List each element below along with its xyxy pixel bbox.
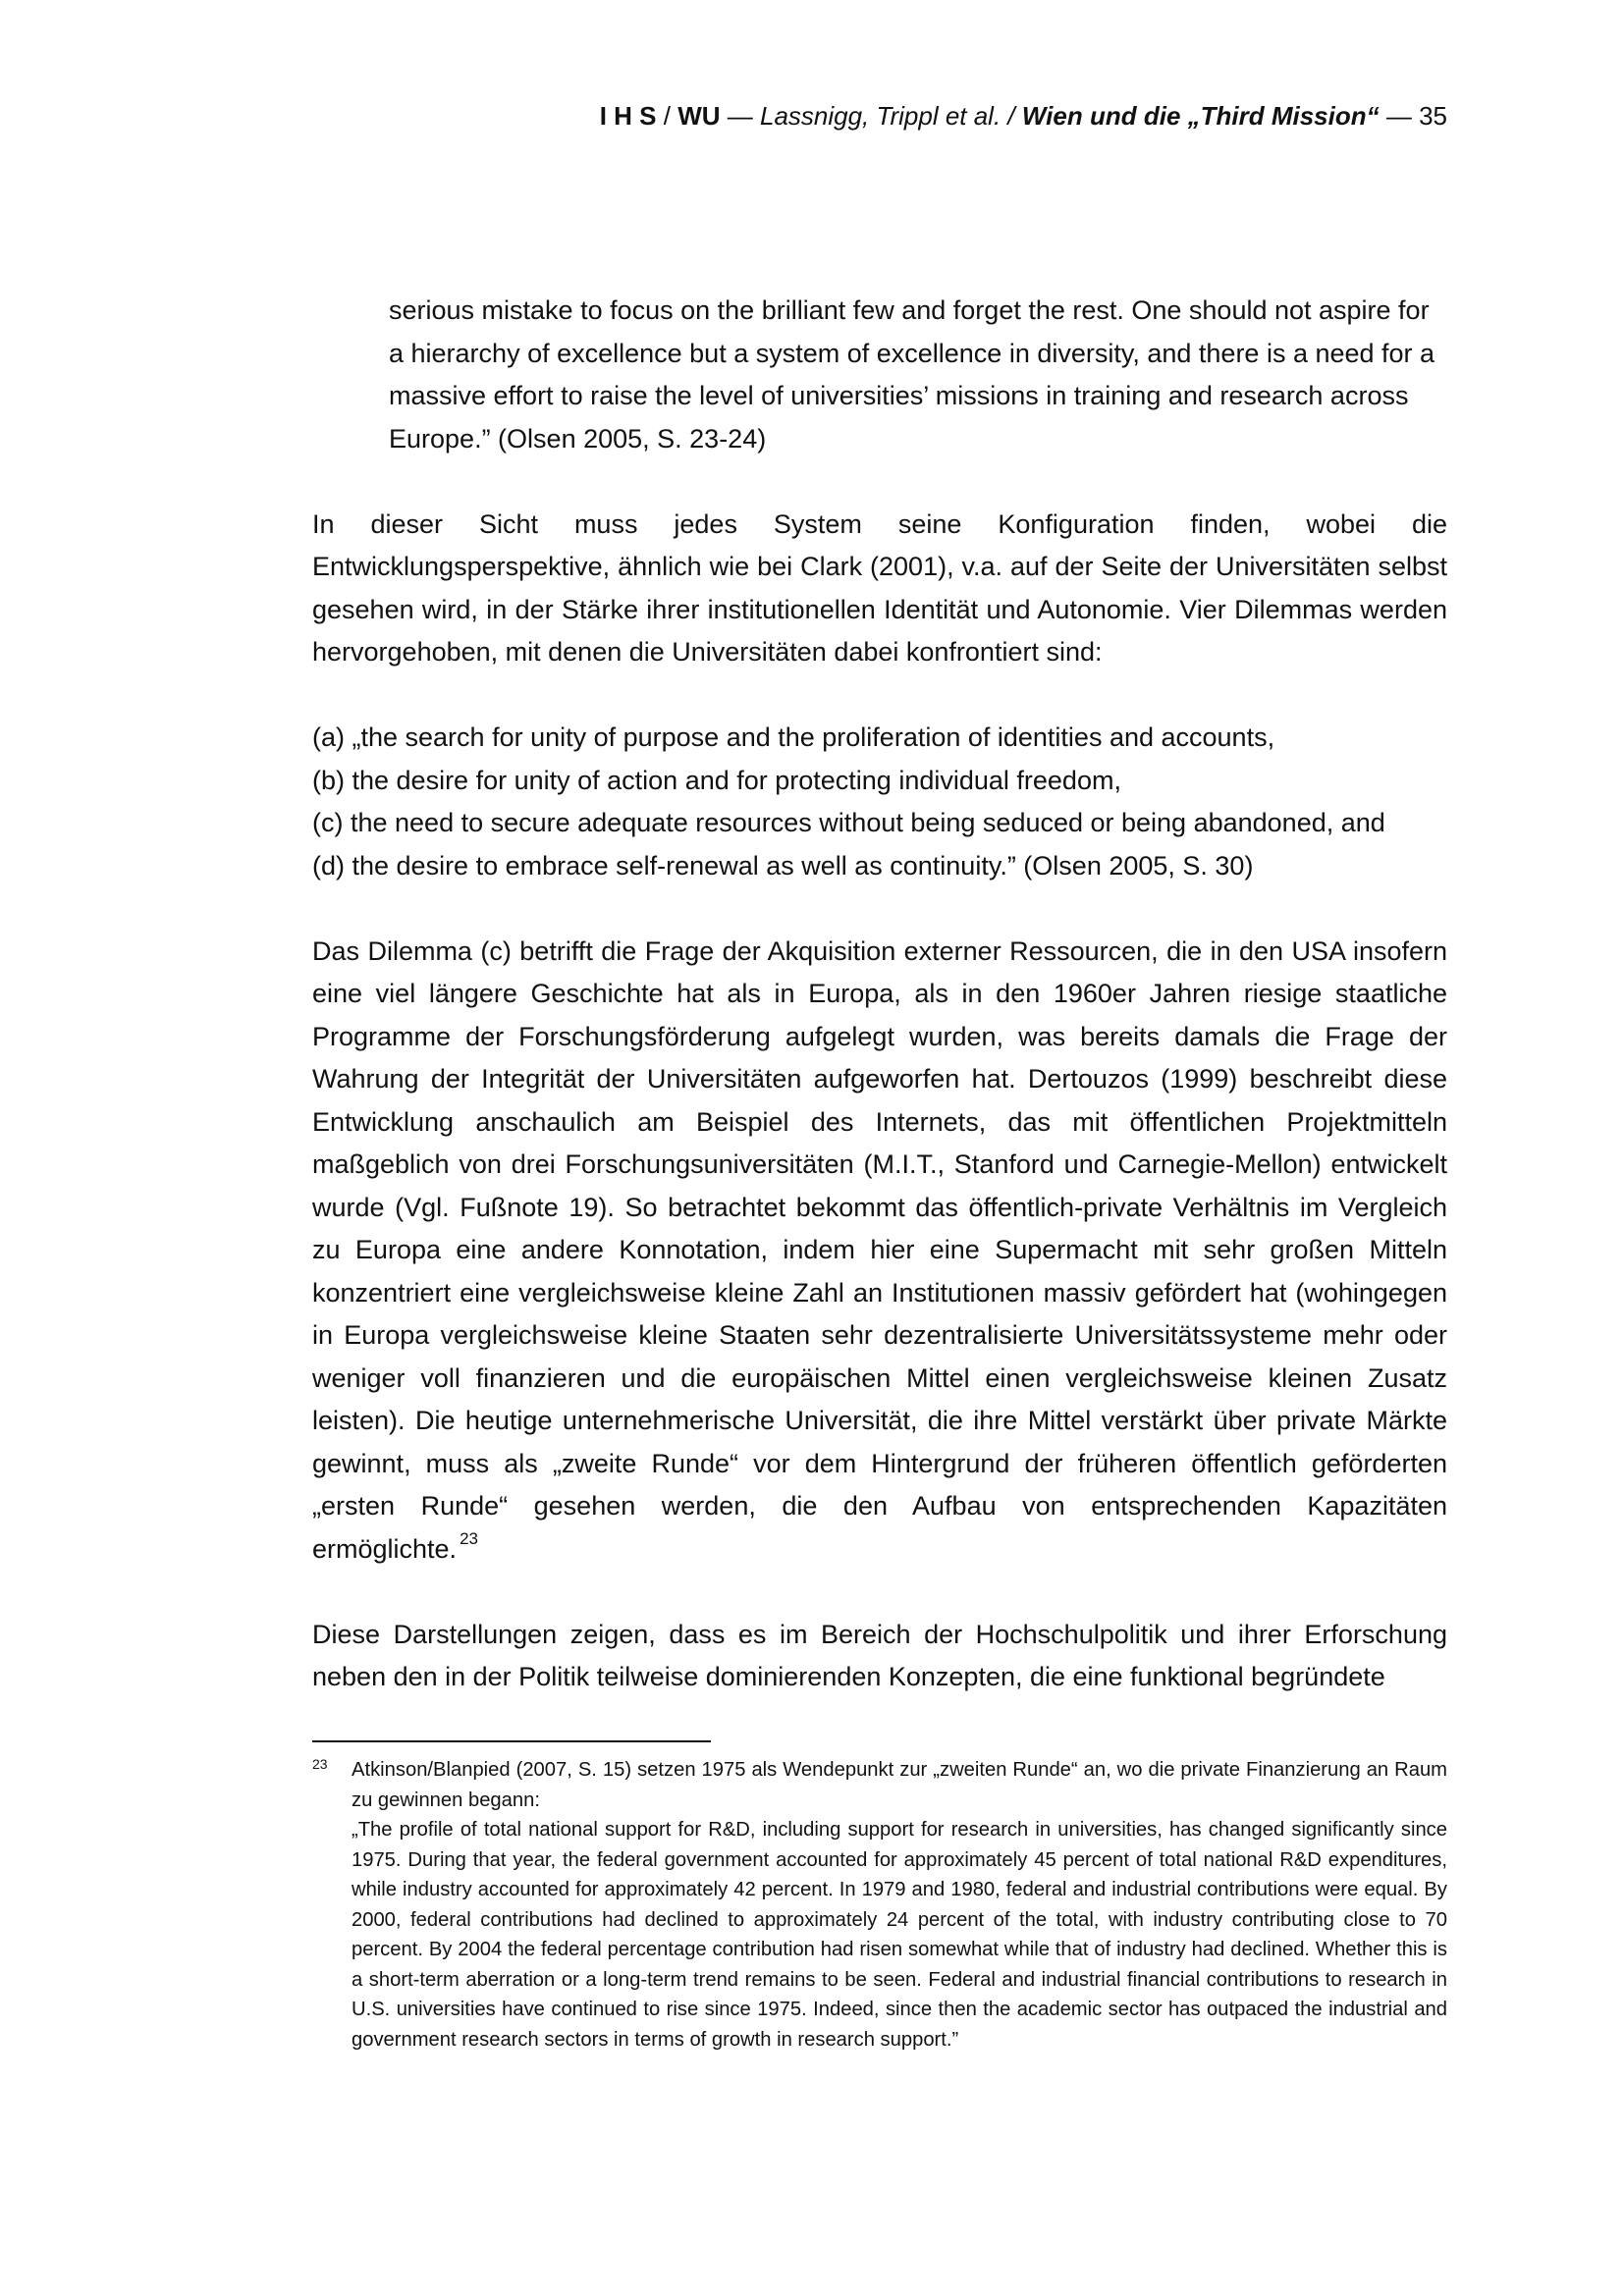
footnote	[312, 1755, 1447, 2055]
footnote-quote: „The profile of total national support for R&D, including support for research in universities, has changed significantly since 1975. During that year, the federal government accounted for approximately 45 percent of total national R&D expenditures, while industry accounted for approximately 42 percent. In 1979 and 1980, federal and industrial contributions were equal. By 2000, federal contributions had declined to approximately 24 percent of the total, with industry contributing close to 70 percent. By 2004 the federal percentage contribution had risen somewhat while that of industry had declined. Whether this is a short-term aberration or a long-term trend remains to be seen. Federal and industrial financial contributions to research in U.S. universities have continued to rise since 1975. Indeed, since then the academic sector has outpaced the industrial and government research sectors in terms of growth in research support.”	[352, 1819, 1447, 2051]
paragraph-3: Diese Darstellungen zeigen, dass es im Bereich der Hochschulpolitik und ihrer Erforschung neben den in der Politik teilweise dominierenden Konzepten, die eine funktional begründete	[312, 1619, 1447, 1691]
list-item: (d) the desire to embrace self-renewal as well as continuity.” (Olsen 2005, S. 30)	[312, 850, 1254, 881]
header-authors: Lassnigg, Trippl et al. /	[759, 101, 1015, 131]
block-quote: serious mistake to focus on the brilliant few and forget the rest. One should not aspire for a hierarchy of excellence but a system of excellence in diversity, and there is a need for a massive effort to raise the level of universities’ missions in training and research across Europe.” (Olsen 2005, S. 23-24)	[389, 295, 1435, 454]
header-org: I H S	[599, 101, 657, 131]
header-org2: WU	[677, 101, 721, 131]
page-number: 35	[1419, 101, 1447, 131]
paragraph-2-text: Das Dilemma (c) betrifft die Frage der Akquisition externer Ressourcen, die in den USA insofern eine viel längere Geschichte hat als in Europa, als in den 1960er Jahren riesige staatliche Programme der Forschungsförderung aufgelegt wurden, was bereits damals die Frage der Wahrung der Integrität der Universitäten aufgeworfen hat. Dertouzos (1999) beschreibt diese Entwicklung anschaulich am Beispiel des Internets, das mit öffentlichen Projektmitteln maßgeblich von drei Forschungsuniversitäten (M.I.T., Stanford und Carnegie-Mellon) entwickelt wurde (Vgl. Fußnote 19). So betrachtet bekommt das öffentlich-private Verhältnis im Vergleich zu Europa eine andere Konnotation, indem hier eine Supermacht mit sehr großen Mitteln konzentriert eine vergleichsweise kleine Zahl an Institutionen massiv gefördert hat (wohingegen in Europa vergleichsweise kleine Staaten sehr dezentralisierte Universitätssysteme mehr oder weniger voll finanzieren und die europäischen Mittel einen vergleichsweise kleinen Zusatz leisten). Die heutige unternehmerische Universität, die ihre Mittel verstärkt über private Märkte gewinnt, muss als „zweite Runde“ vor dem Hintergrund der früheren öffentlich geförderten „ersten Runde“ gesehen werden, die den Aufbau von entsprechenden Kapazitäten ermöglichte.	[312, 935, 1447, 1564]
header-dash: —	[720, 101, 760, 131]
dilemma-list	[312, 717, 1447, 887]
list-item: (b) the desire for unity of action and for protecting individual freedom,	[312, 765, 1121, 795]
footnote-intro: Atkinson/Blanpied (2007, S. 15) setzen 1975 als Wendepunkt zur „zweiten Runde“ an, wo die private Finanzierung an Raum zu gewinnen begann:	[352, 1759, 1447, 1811]
footnote-body	[352, 1755, 1447, 2055]
main-text	[312, 290, 1447, 1699]
footnote-divider	[312, 1740, 711, 1742]
list-item: (c) the need to secure adequate resources without being seduced or being abandoned, and	[312, 808, 1385, 837]
header-dash2: —	[1379, 101, 1420, 131]
running-header	[312, 98, 1447, 133]
header-title: Wien und die „Third Mission“	[1014, 101, 1380, 131]
footnote-reference[interactable]: 23	[460, 1528, 478, 1548]
list-item: (a) „the search for unity of purpose and the proliferation of identities and accounts,	[312, 722, 1275, 752]
paragraph-2	[312, 931, 1447, 1572]
footnote-number: 23	[312, 1756, 328, 1772]
paragraph-1: In dieser Sicht muss jedes System seine Konfiguration finden, wobei die Entwicklungsperspektive, ähnlich wie bei Clark (2001), v.a. auf der Seite der Universitäten selbst gesehen wird, in der Stärke ihrer institutionellen Identität und Autonomie. Vier Dilemmas werden hervorgehoben, mit denen die Universitäten dabei konfrontiert sind:	[312, 508, 1447, 667]
header-sep: /	[656, 101, 678, 131]
